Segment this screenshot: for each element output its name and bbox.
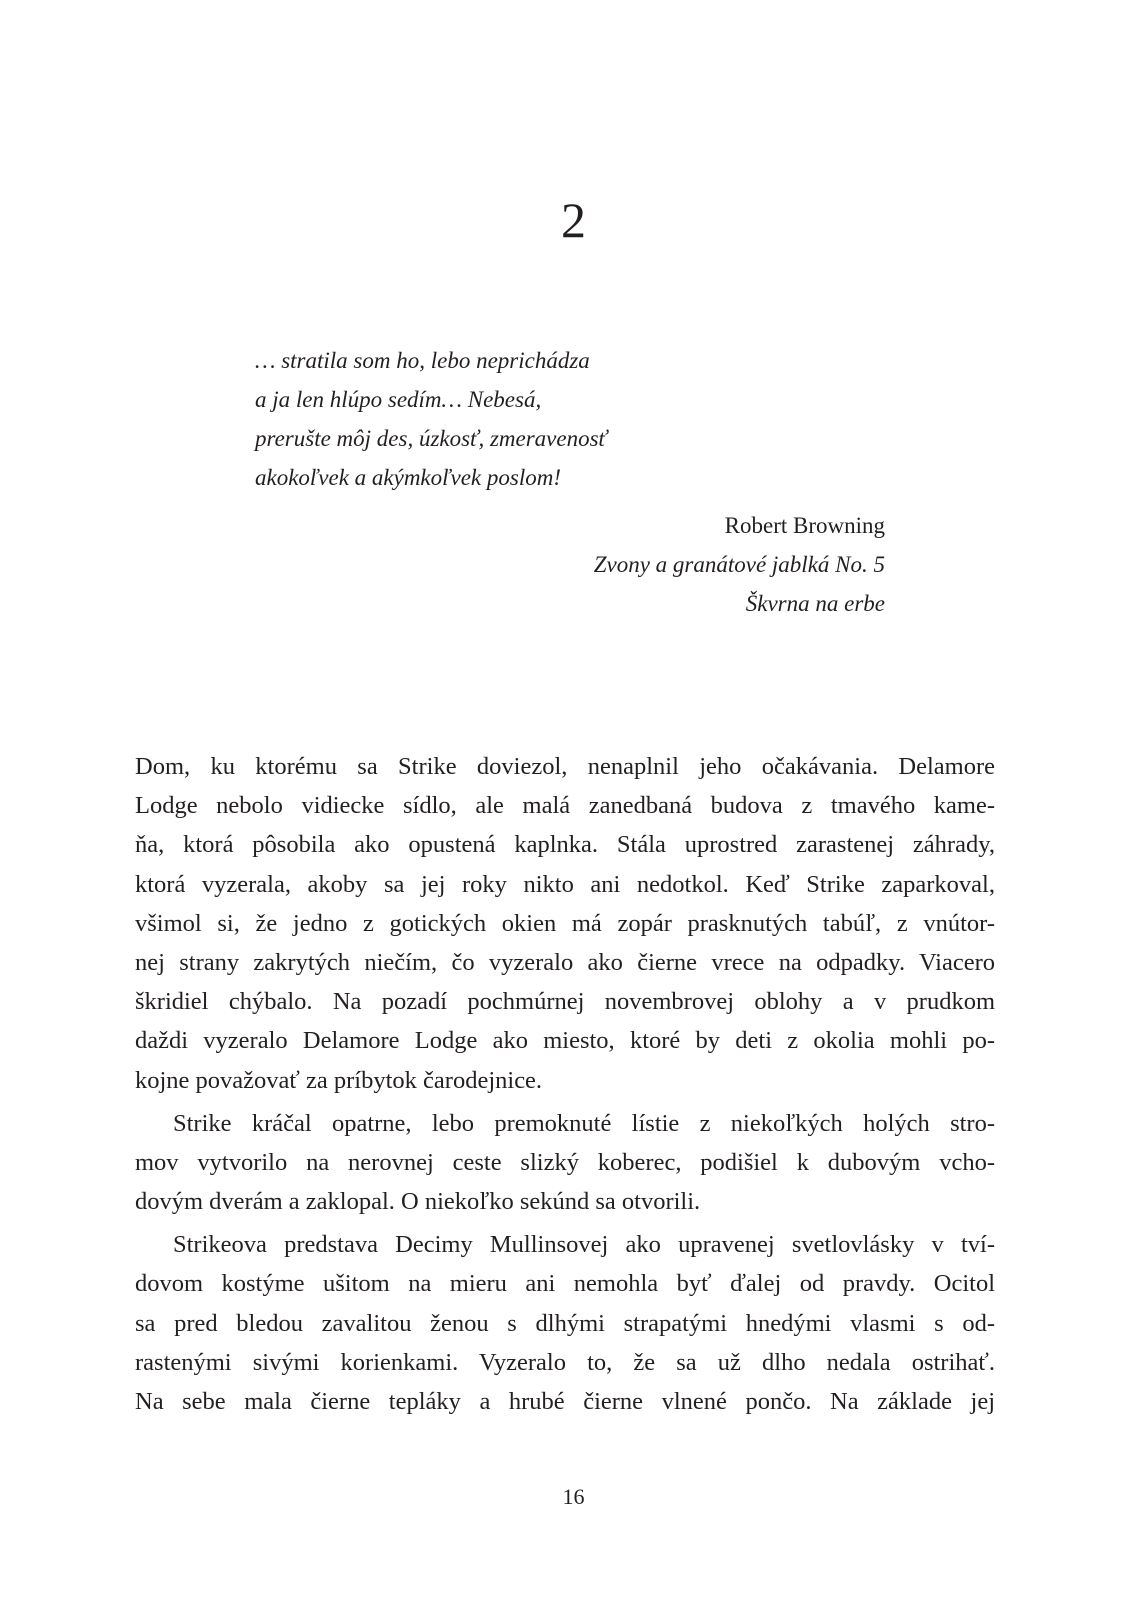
paragraph bbox=[135, 1104, 995, 1222]
body-text bbox=[135, 747, 995, 1421]
text-line: dovým dverám a zaklopal. O niekoľko sekúnd sa otvorili. bbox=[135, 1188, 701, 1216]
epigraph-author: Robert Browning bbox=[724, 513, 885, 538]
text-line: kojne považovať za príbytok čarodejnice. bbox=[135, 1066, 543, 1094]
text-line: Strikeova predstava Decimy Mullinsovej ako upravenej svetlovlásky v tví- bbox=[173, 1231, 995, 1259]
epigraph-attribution bbox=[400, 506, 885, 623]
epigraph-line: akokoľvek a akýmkoľvek poslom! bbox=[255, 465, 561, 490]
chapter-number: 2 bbox=[561, 192, 586, 248]
epigraph-line: a ja len hlúpo sedím… Nebesá, bbox=[255, 387, 542, 412]
text-line: Na sebe mala čierne tepláky a hrubé čierne vlnené pončo. Na základe jej bbox=[135, 1388, 995, 1415]
text-line: všimol si, že jedno z gotických okien má zopár prasknutých tabúľ, z vnútor- bbox=[135, 909, 995, 937]
paragraph bbox=[135, 747, 995, 1100]
text-line: Strike kráčal opatrne, lebo premoknuté lístie z niekoľkých holých stro- bbox=[173, 1109, 995, 1137]
text-line: sa pred bledou zavalitou ženou s dlhými strapatými hnedými vlasmi s od- bbox=[135, 1309, 995, 1337]
text-line: rastenými sivými korienkami. Vyzeralo to, že sa už dlho nedala ostrihať. bbox=[135, 1348, 995, 1376]
epigraph-source-subtitle: Škvrna na erbe bbox=[745, 591, 885, 616]
text-line: Dom, ku ktorému sa Strike doviezol, nenaplnil jeho očakávania. Delamore bbox=[135, 753, 995, 780]
text-line: ktorá vyzerala, akoby sa jej roky nikto ani nedotkol. Keď Strike zaparkoval, bbox=[135, 870, 995, 898]
paragraph bbox=[135, 1225, 995, 1421]
text-line: ňa, ktorá pôsobila ako opustená kaplnka. Stála uprostred zarastenej záhrady, bbox=[135, 831, 995, 859]
text-line: nej strany zakrytých niečím, čo vyzeralo ako čierne vrece na odpadky. Viacero bbox=[135, 948, 995, 976]
text-line: mov vytvorilo na nerovnej ceste slizký koberec, podišiel k dubovým vcho- bbox=[135, 1148, 995, 1176]
epigraph-line: prerušte môj des, úzkosť, zmeravenosť bbox=[255, 426, 607, 451]
text-line: Lodge nebolo vidiecke sídlo, ale malá zanedbaná budova z tmavého kame- bbox=[135, 792, 995, 820]
epigraph-line: … stratila som ho, lebo neprichádza bbox=[255, 348, 590, 373]
epigraph bbox=[255, 341, 895, 497]
text-line: daždi vyzeralo Delamore Lodge ako miesto, ktoré by deti z okolia mohli po- bbox=[135, 1027, 995, 1055]
page-number: 16 bbox=[562, 1484, 585, 1509]
text-line: škridiel chýbalo. Na pozadí pochmúrnej novembrovej oblohy a v prudkom bbox=[135, 988, 995, 1016]
text-line: dovom kostýme ušitom na mieru ani nemohla byť ďalej od pravdy. Ocitol bbox=[135, 1270, 995, 1298]
epigraph-source-title: Zvony a granátové jablká No. 5 bbox=[593, 552, 885, 577]
